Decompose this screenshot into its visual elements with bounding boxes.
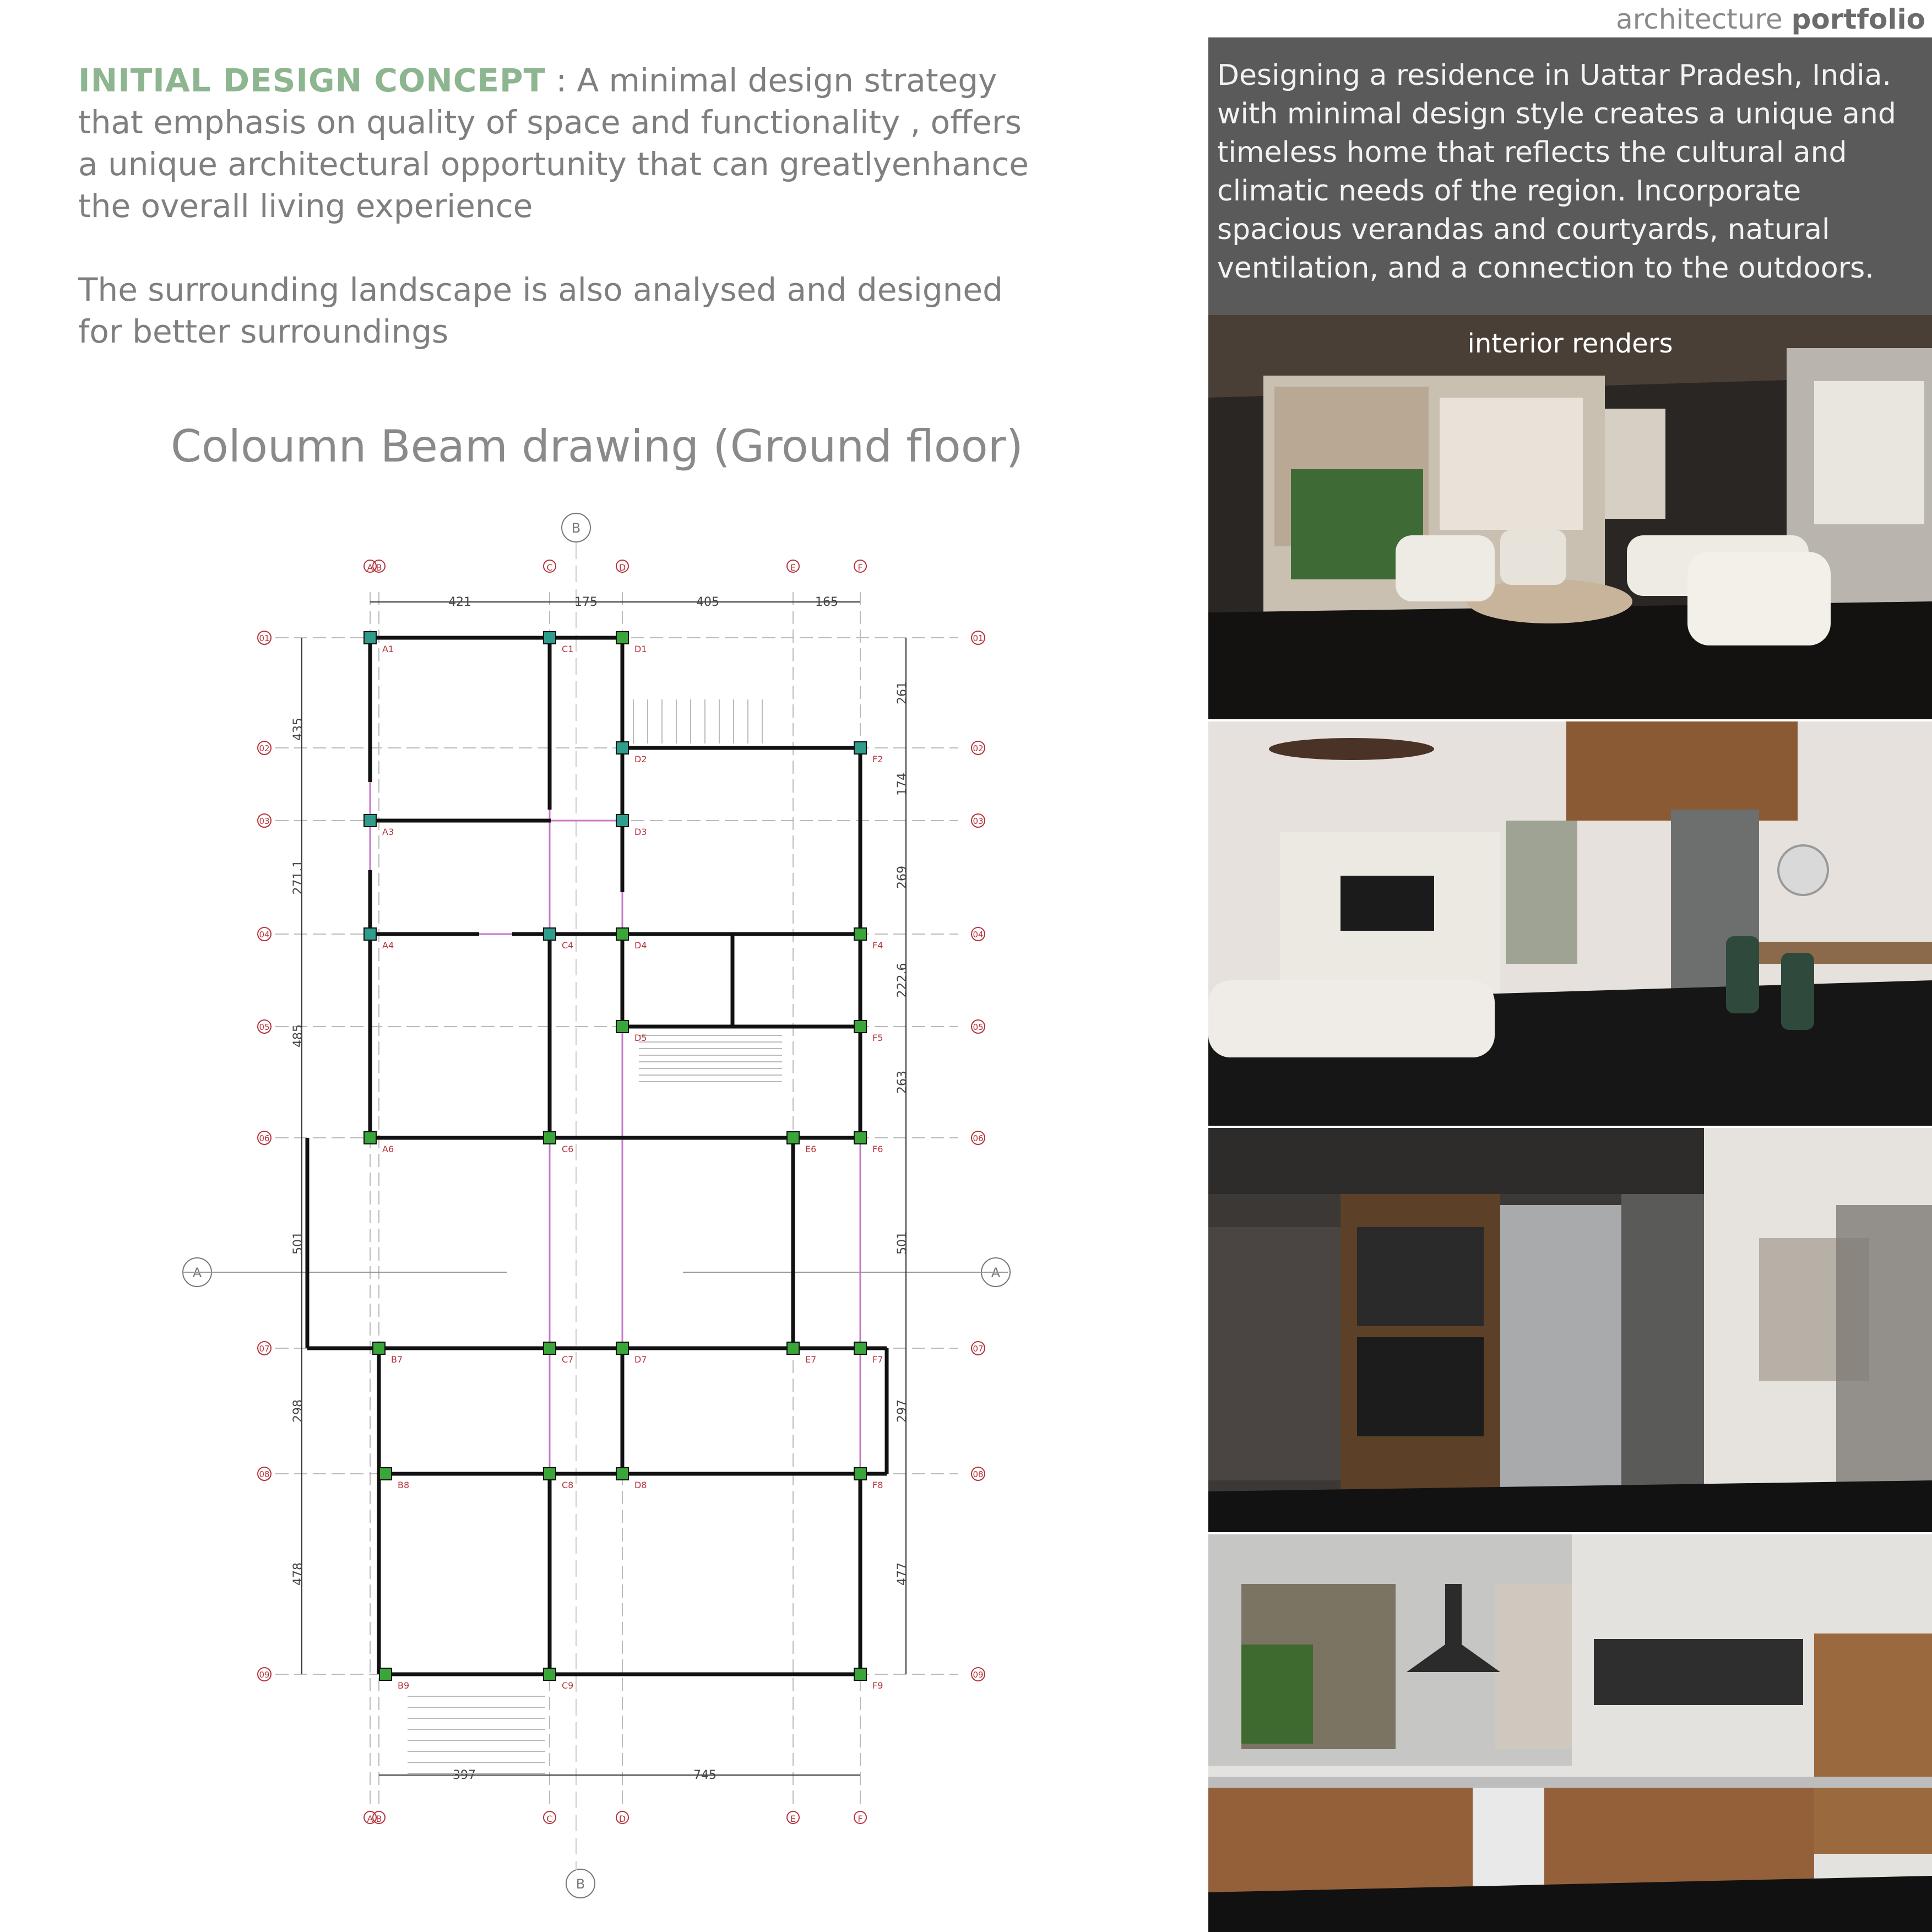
- dim-left: 271.1: [291, 860, 305, 895]
- project-description: Designing a residence in Uattar Pradesh, India. with minimal design style creates a unique and timeless home that reflects the cultural and climatic needs of the region. Incorporate spacious verandas and courtyards, natural ventilation, and a connection to the outdoors.: [1208, 37, 1932, 315]
- grid-label-right: 06: [973, 1133, 984, 1143]
- grid-label-right: 03: [973, 816, 984, 826]
- column-label: C9: [562, 1680, 574, 1691]
- dim-left: 298: [291, 1399, 305, 1423]
- grid-label-bottom: F: [858, 1814, 863, 1824]
- grid-label-left: 06: [259, 1133, 270, 1143]
- column-C6: [544, 1132, 556, 1144]
- column-label: D7: [634, 1354, 647, 1365]
- column-C8: [544, 1468, 556, 1480]
- column-D3: [616, 815, 628, 827]
- column-label: D8: [634, 1480, 647, 1490]
- dim-right: 501: [896, 1231, 909, 1255]
- grid-label-bottom: E: [790, 1814, 796, 1824]
- grid-label-left: 04: [259, 930, 270, 940]
- dim-top: 165: [815, 595, 838, 609]
- drawing-title: Coloumn Beam drawing (Ground floor): [171, 421, 1023, 472]
- grid-label-left: 02: [259, 744, 270, 753]
- dim-bottom: 745: [693, 1768, 717, 1782]
- column-B9: [379, 1668, 392, 1680]
- grid-label-right: 04: [973, 930, 984, 940]
- grid-label-bottom: A: [367, 1814, 373, 1824]
- column-E7: [787, 1342, 799, 1354]
- column-label: C7: [562, 1354, 574, 1365]
- landscape-paragraph: The surrounding landscape is also analysed and designed for better surroundings: [78, 271, 1003, 350]
- grid-label-right: 09: [973, 1670, 984, 1680]
- dim-right: 263: [896, 1071, 909, 1094]
- grid-label-top: D: [618, 562, 626, 573]
- column-F9: [854, 1668, 866, 1680]
- column-label: B8: [398, 1480, 410, 1490]
- grid-label-right: 07: [973, 1344, 984, 1354]
- concept-heading: INITIAL DESIGN CONCEPT: [78, 62, 546, 99]
- grid-label-left: 08: [259, 1469, 270, 1479]
- grid-label-bottom: C: [546, 1814, 553, 1824]
- grid-label-top: C: [546, 562, 553, 573]
- section-mark-label: B: [576, 1876, 585, 1892]
- column-C4: [544, 928, 556, 940]
- dim-left: 485: [291, 1024, 305, 1048]
- column-A1: [364, 632, 376, 644]
- living-room-render: [1208, 315, 1932, 719]
- column-F6: [854, 1132, 866, 1144]
- column-label: C1: [562, 644, 574, 654]
- column-F8: [854, 1468, 866, 1480]
- grid-label-left: 03: [259, 816, 270, 826]
- column-A4: [364, 928, 376, 940]
- column-label: C8: [562, 1480, 574, 1490]
- column-D1: [616, 632, 628, 644]
- column-label: A3: [382, 827, 394, 837]
- column-label: D1: [634, 644, 647, 654]
- column-label: A6: [382, 1144, 394, 1154]
- column-label: A1: [382, 644, 394, 654]
- intro-paragraph: INITIAL DESIGN CONCEPT : A minimal design strategy that emphasis on quality of space and functionality , offers a unique architectural opportunity that can greatlyenhance the overall living experience: [78, 62, 1029, 225]
- column-label: C6: [562, 1144, 574, 1154]
- section-mark-label: A: [991, 1265, 1001, 1280]
- column-label: F7: [872, 1354, 883, 1365]
- kitchen-cooking-render: [1208, 1534, 1932, 1932]
- grid-label-bottom: D: [618, 1814, 626, 1824]
- grid-label-right: 01: [973, 633, 984, 643]
- column-label: A4: [382, 940, 394, 951]
- column-C1: [544, 632, 556, 644]
- dim-right: 222.6: [896, 963, 909, 998]
- column-label: C4: [562, 940, 574, 951]
- column-label: D2: [634, 754, 647, 764]
- grid-label-left: 05: [259, 1022, 270, 1032]
- column-F5: [854, 1021, 866, 1033]
- column-F4: [854, 928, 866, 940]
- column-label: D4: [634, 940, 647, 951]
- dim-top: 421: [448, 595, 471, 609]
- dim-right: 297: [896, 1399, 909, 1423]
- grid-label-left: 09: [259, 1670, 270, 1680]
- dim-right: 261: [896, 681, 909, 704]
- column-D8: [616, 1468, 628, 1480]
- column-D5: [616, 1021, 628, 1033]
- dim-top: 175: [574, 595, 598, 609]
- renders-label: interior renders: [1467, 328, 1673, 359]
- column-label: B7: [391, 1354, 403, 1365]
- column-label: F8: [872, 1480, 883, 1490]
- section-mark-label: B: [571, 520, 581, 536]
- column-B8: [379, 1468, 392, 1480]
- column-label: F9: [872, 1680, 883, 1691]
- grid-label-left: 01: [259, 633, 270, 643]
- living-dining-render: [1208, 721, 1932, 1126]
- column-A6: [364, 1132, 376, 1144]
- column-D4: [616, 928, 628, 940]
- portfolio-brand: architecture portfolio: [1616, 3, 1925, 35]
- grid-label-left: 07: [259, 1344, 270, 1354]
- column-label: E7: [805, 1354, 817, 1365]
- dim-left: 478: [291, 1562, 305, 1586]
- column-label: F2: [872, 754, 883, 764]
- column-D7: [616, 1342, 628, 1354]
- column-D2: [616, 742, 628, 754]
- column-label: D5: [634, 1033, 647, 1043]
- grid-label-top: E: [790, 562, 796, 573]
- dim-bottom: 397: [453, 1768, 476, 1782]
- section-mark-label: A: [192, 1265, 202, 1280]
- grid-label-right: 08: [973, 1469, 984, 1479]
- grid-label-top: B: [376, 562, 382, 573]
- grid-label-top: F: [858, 562, 863, 573]
- column-label: D3: [634, 827, 647, 837]
- column-label: E6: [805, 1144, 817, 1154]
- column-E6: [787, 1132, 799, 1144]
- column-F7: [854, 1342, 866, 1354]
- grid-label-right: 05: [973, 1022, 984, 1032]
- column-label: F4: [872, 940, 883, 951]
- grid-label-bottom: B: [376, 1814, 382, 1824]
- column-label: F5: [872, 1033, 883, 1043]
- grid-label-right: 02: [973, 744, 984, 753]
- concept-text: A minimal design strategy that emphasis on quality of space and functionality , offers a unique architectural opportunity that can greatlyenhance the overall living experience: [78, 62, 1029, 225]
- dim-right: 477: [896, 1562, 909, 1586]
- dim-left: 435: [291, 718, 305, 741]
- column-label: B9: [398, 1680, 410, 1691]
- dim-top: 405: [696, 595, 719, 609]
- column-B7: [373, 1342, 385, 1354]
- column-A3: [364, 815, 376, 827]
- column-C9: [544, 1668, 556, 1680]
- dim-right: 269: [896, 866, 909, 889]
- kitchen-render: [1208, 1128, 1932, 1532]
- column-label: F6: [872, 1144, 883, 1154]
- grid-label-top: A: [367, 562, 373, 573]
- column-C7: [544, 1342, 556, 1354]
- column-F2: [854, 742, 866, 754]
- dim-right: 174: [896, 773, 909, 796]
- dim-left: 501: [291, 1231, 305, 1255]
